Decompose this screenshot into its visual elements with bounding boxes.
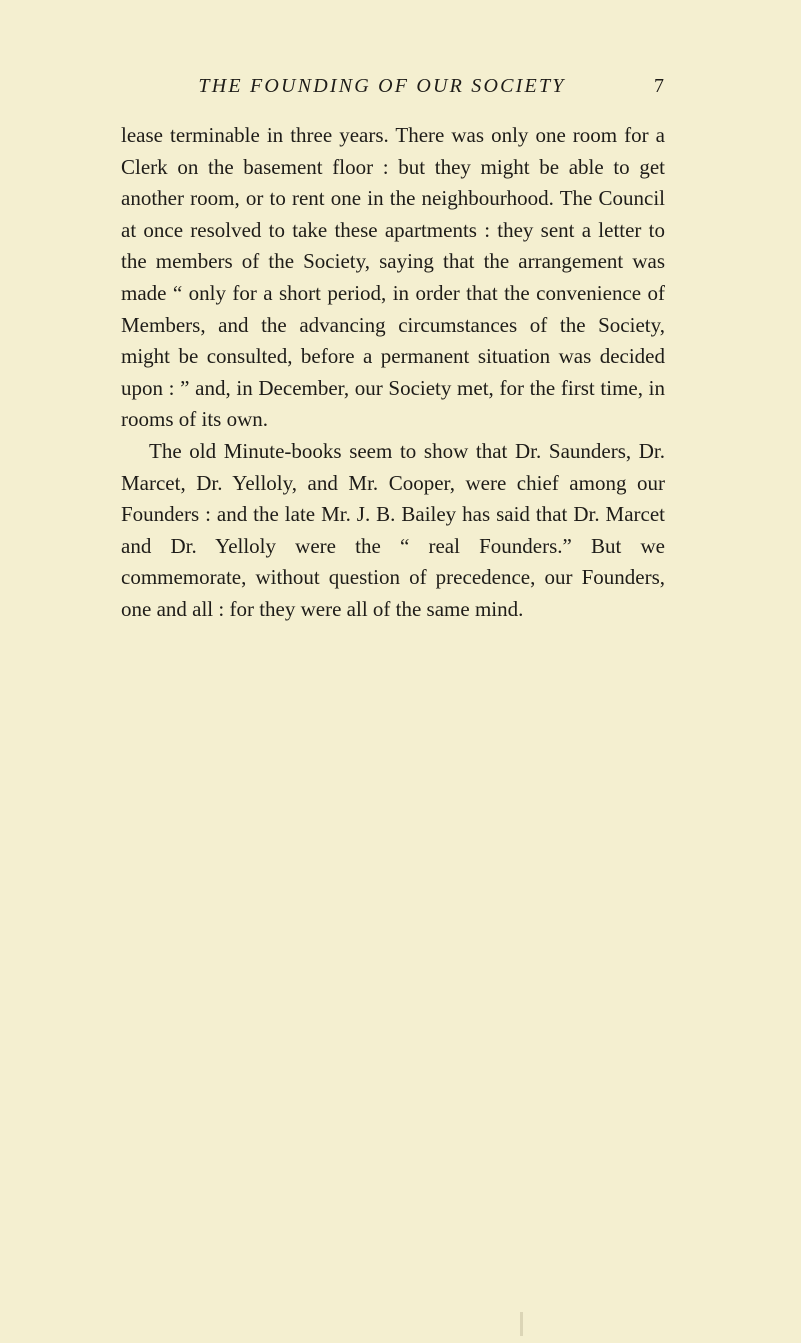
page-number: 7	[654, 75, 664, 97]
paragraph-2: The old Minute-books seem to show that Dr. Saunders, Dr. Marcet, Dr. Yelloly, and Mr. Cooper, were chief among our Founders : and the late Mr. J. B. Bailey has said that Dr. Marcet and Dr. Yelloly were the “ real Founders.” But we commemorate, without question of precedence, our Founders, one and all : for they were all of the same mind.	[121, 438, 665, 621]
page-blemish	[520, 1312, 523, 1336]
body-text	[121, 120, 665, 626]
paragraph-1: lease terminable in three years. There was only one room for a Clerk on the basement floor : but they might be able to get another room, or to rent one in the neighbourhood. The Council at once resolved to take these apartments : they sent a letter to the members of the Society, saying that the arrangement was made “ only for a short period, in order that the convenience of Members, and the advancing circumstances of the Society, might be consulted, before a permanent situation was decided upon : ” and, in December, our Society met, for the first time, in rooms of its own.	[121, 123, 665, 432]
running-head	[118, 72, 664, 102]
running-title: THE FOUNDING OF OUR SOCIETY	[198, 75, 566, 97]
